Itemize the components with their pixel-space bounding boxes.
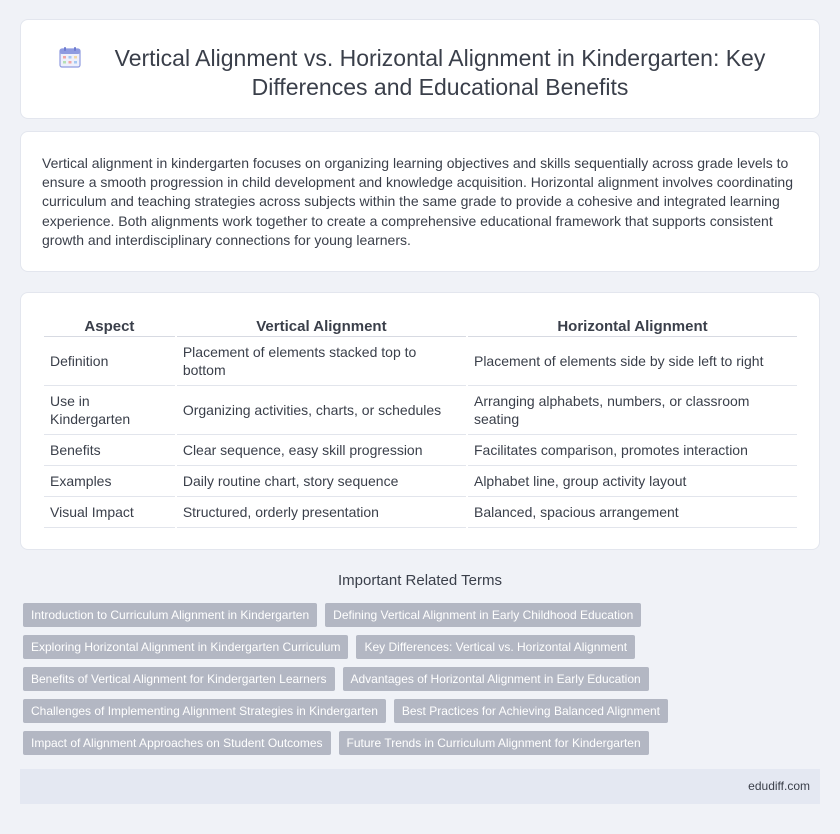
term-tag[interactable]: Defining Vertical Alignment in Early Childhood Education <box>325 603 641 627</box>
footer-site-link[interactable]: edudiff.com <box>748 779 810 793</box>
comparison-table-card <box>20 292 820 550</box>
related-terms-title: Important Related Terms <box>338 572 502 589</box>
intro-card <box>20 131 820 272</box>
header-aspect: Aspect <box>44 315 175 337</box>
term-tag[interactable]: Impact of Alignment Approaches on Student Outcomes <box>23 731 331 755</box>
table-cell: Definition <box>44 337 175 386</box>
term-tag[interactable]: Best Practices for Achieving Balanced Alignment <box>394 699 668 723</box>
table-row <box>44 386 797 435</box>
term-tag[interactable]: Challenges of Implementing Alignment Strategies in Kindergarten <box>23 699 386 723</box>
page-title: Vertical Alignment vs. Horizontal Alignment in Kindergarten: Key Differences and Educational Benefits <box>114 45 766 100</box>
table-cell: Visual Impact <box>44 497 175 528</box>
table-cell: Daily routine chart, story sequence <box>177 466 466 497</box>
related-terms-list <box>23 603 683 755</box>
term-tag[interactable]: Benefits of Vertical Alignment for Kindergarten Learners <box>23 667 335 691</box>
term-tag[interactable]: Advantages of Horizontal Alignment in Early Education <box>343 667 649 691</box>
table-header-row <box>44 315 797 337</box>
table-row <box>44 466 797 497</box>
table-cell: Placement of elements side by side left to right <box>468 337 797 386</box>
header-card <box>20 19 820 119</box>
table-cell: Facilitates comparison, promotes interaction <box>468 435 797 466</box>
term-tag[interactable]: Introduction to Curriculum Alignment in Kindergarten <box>23 603 317 627</box>
table-cell: Use in Kindergarten <box>44 386 175 435</box>
table-cell: Balanced, spacious arrangement <box>468 497 797 528</box>
table-cell: Examples <box>44 466 175 497</box>
table-cell: Structured, orderly presentation <box>177 497 466 528</box>
table-row <box>44 337 797 386</box>
term-tag[interactable]: Future Trends in Curriculum Alignment for Kindergarten <box>339 731 649 755</box>
table-row <box>44 497 797 528</box>
table-row <box>44 435 797 466</box>
comparison-table <box>42 315 799 528</box>
table-cell: Alphabet line, group activity layout <box>468 466 797 497</box>
intro-paragraph: Vertical alignment in kindergarten focuses on organizing learning objectives and skills sequentially across grade levels to ensure a smooth progression in child development and knowledge acquisition. Horizontal alignment involves coordinating curriculum and teaching strategies across subjects within the same grade to provide a cohesive and integrated learning experience. Both alignments work together to create a comprehensive educational framework that supports consistent growth and interdisciplinary connections for young learners. <box>42 155 793 248</box>
footer <box>20 769 820 804</box>
table-cell: Benefits <box>44 435 175 466</box>
term-tag[interactable]: Key Differences: Vertical vs. Horizontal Alignment <box>356 635 635 659</box>
term-tag[interactable]: Exploring Horizontal Alignment in Kindergarten Curriculum <box>23 635 348 659</box>
table-cell: Placement of elements stacked top to bottom <box>177 337 466 386</box>
header-horizontal: Horizontal Alignment <box>468 315 797 337</box>
table-cell: Clear sequence, easy skill progression <box>177 435 466 466</box>
header-vertical: Vertical Alignment <box>177 315 466 337</box>
table-cell: Organizing activities, charts, or schedules <box>177 386 466 435</box>
calendar-icon <box>59 46 81 68</box>
table-cell: Arranging alphabets, numbers, or classroom seating <box>468 386 797 435</box>
